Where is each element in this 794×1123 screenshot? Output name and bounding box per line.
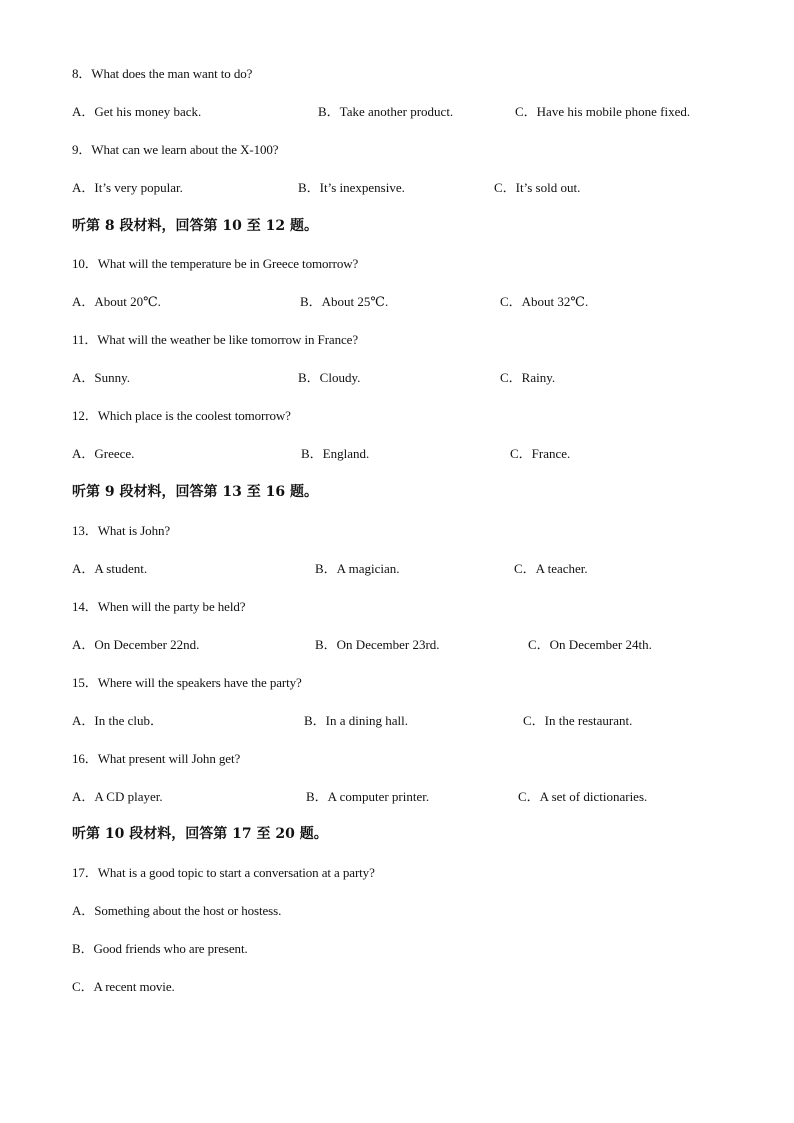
question-11-option-a: A．Sunny. (72, 370, 131, 385)
question-10-stem: 10．What will the temperature be in Greece tomorrow? (72, 256, 359, 271)
question-10-option-b: B．About 25℃. (300, 294, 389, 309)
question-9-option-b: B．It’s inexpensive. (298, 180, 405, 195)
question-12-stem: 12．Which place is the coolest tomorrow? (72, 408, 291, 423)
question-13-option-c: C．A teacher. (514, 561, 588, 576)
question-11-option-b: B．Cloudy. (298, 370, 361, 385)
question-14-option-b: B．On December 23rd. (315, 637, 440, 652)
question-10-option-a: A．About 20℃. (72, 294, 161, 309)
question-9-option-c: C．It’s sold out. (494, 180, 581, 195)
question-14-option-a: A．On December 22nd. (72, 637, 200, 652)
question-13-option-a: A．A student. (72, 561, 148, 576)
question-17-option-b: B．Good friends who are present. (72, 941, 248, 956)
section-heading-9: 听第 9 段材料，回答第 13 至 16 题。 (72, 484, 318, 500)
question-11-option-c: C．Rainy. (500, 370, 556, 385)
question-8-stem: 8．What does the man want to do? (72, 66, 253, 81)
section-heading-8: 听第 8 段材料，回答第 10 至 12 题。 (72, 218, 318, 234)
question-9-option-a: A．It’s very popular. (72, 180, 183, 195)
question-17-option-c: C．A recent movie. (72, 979, 175, 994)
question-16-option-c: C．A set of dictionaries. (518, 789, 648, 804)
question-8-option-c: C．Have his mobile phone fixed. (515, 104, 691, 119)
question-15-stem: 15．Where will the speakers have the party? (72, 675, 302, 690)
question-12-option-b: B．England. (301, 446, 370, 461)
question-14-option-c: C．On December 24th. (528, 637, 652, 652)
question-16-stem: 16．What present will John get? (72, 751, 241, 766)
question-9-stem: 9．What can we learn about the X-100? (72, 142, 279, 157)
question-8-option-b: B．Take another product. (318, 104, 454, 119)
question-11-stem: 11．What will the weather be like tomorrow in France? (72, 332, 358, 347)
question-15-option-c: C．In the restaurant. (523, 713, 633, 728)
question-16-option-b: B．A computer printer. (306, 789, 430, 804)
question-8-option-a: A．Get his money back. (72, 104, 202, 119)
question-16-option-a: A．A CD player. (72, 789, 163, 804)
question-12-option-a: A．Greece. (72, 446, 135, 461)
question-15-option-a: A．In the club． (72, 713, 163, 728)
question-10-option-c: C．About 32℃. (500, 294, 589, 309)
question-12-option-c: C．France. (510, 446, 571, 461)
question-13-stem: 13．What is John? (72, 523, 171, 538)
question-13-option-b: B．A magician. (315, 561, 400, 576)
question-17-option-a: A．Something about the host or hostess. (72, 903, 282, 918)
question-14-stem: 14．When will the party be held? (72, 599, 246, 614)
section-heading-10: 听第 10 段材料，回答第 17 至 20 题。 (72, 826, 328, 842)
question-15-option-b: B．In a dining hall. (304, 713, 408, 728)
question-17-stem: 17．What is a good topic to start a conversation at a party? (72, 865, 375, 880)
